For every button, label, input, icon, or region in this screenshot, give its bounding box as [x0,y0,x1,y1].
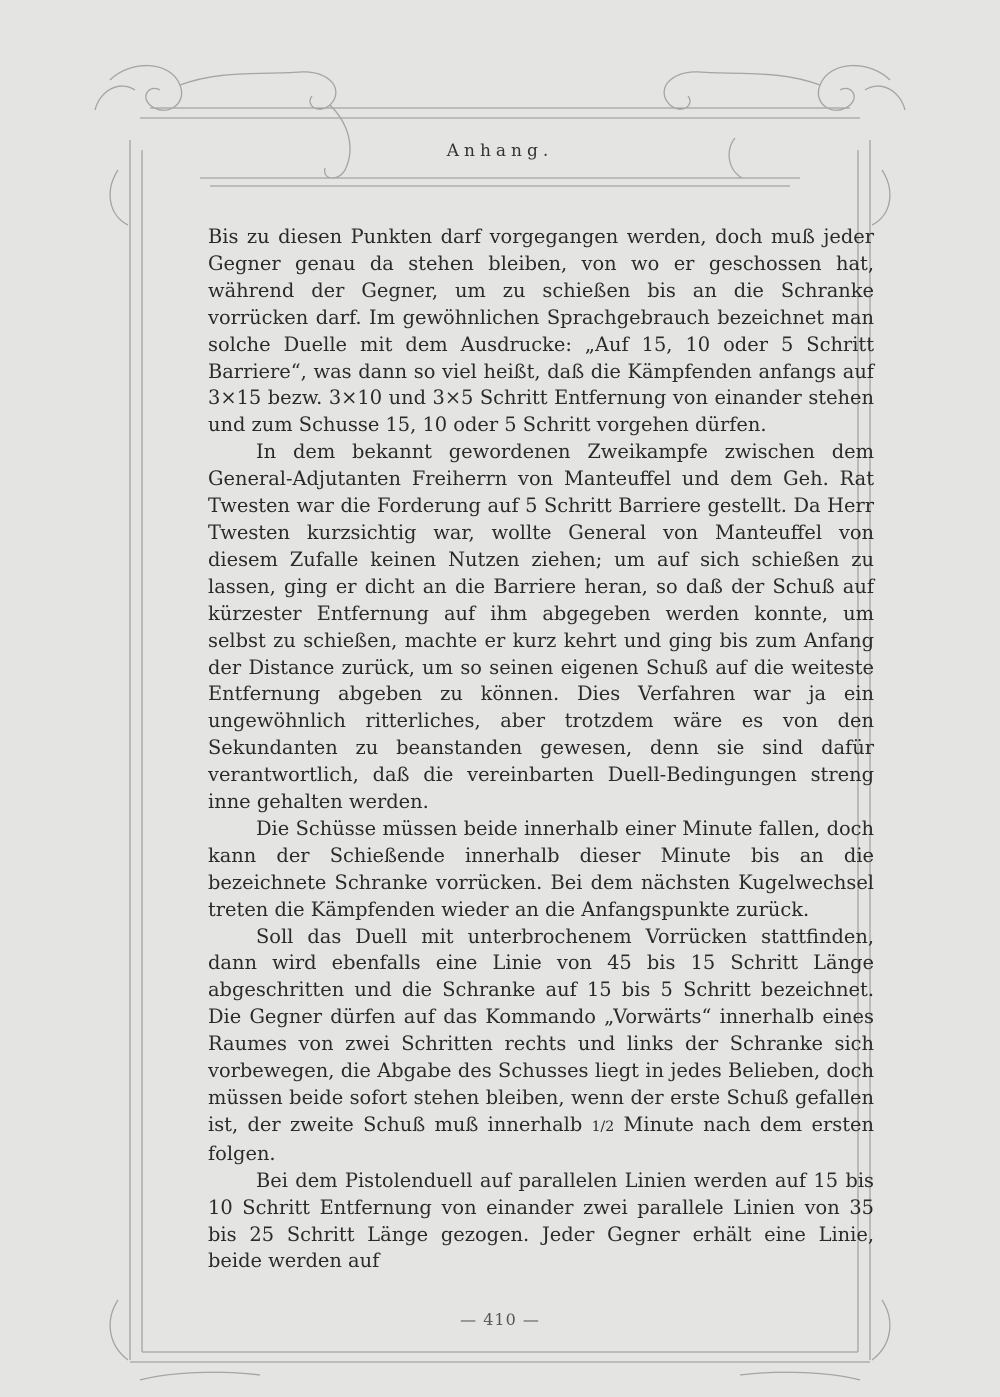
page-number: — 410 — [460,1310,540,1329]
paragraph-3: Die Schüsse müssen beide innerhalb einer Minute fallen, doch kann der Schießende innerhalb dieser Minute bis an die bezeichnete Schranke vorrücken. Bei dem nächsten Kugelwechsel treten die Kämpfenden wieder an die Anfangspunkte zurück. [208,816,874,921]
body-text [208,224,874,1275]
paragraph-2: In dem bekannt gewordenen Zweikampfe zwischen dem General-Adjutanten Freiherrn von Manteuffel und dem Geh. Rat Twesten war die Forderung auf 5 Schritt Barriere gestellt. Da Herr Twesten kurzsichtig war, wollte General von Manteuffel von diesem Zufalle keinen Nutzen ziehen; um auf sich schießen zu lassen, ging er dicht an die Barriere heran, so daß der Schuß auf kürzester Entfernung auf ihm abgegeben werden konnte, um selbst zu schießen, machte er kurz kehrt und ging bis zum Anfang der Distance zurück, um so seinen eigenen Schuß auf die weiteste Entfernung abgeben zu können. Dies Verfahren war ja ein ungewöhnlich ritterliches, aber trotzdem wäre es von den Sekundanten zu beanstanden gewesen, denn sie sind dafür verantwortlich, daß die vereinbarten Duell-Bedingungen streng inne gehalten werden. [208,440,874,814]
running-head: Anhang. [446,141,554,161]
paragraph-5: Bei dem Pistolenduell auf parallelen Linien werden auf 15 bis 10 Schritt Entfernung von einander zwei parallele Linien von 35 bis 25 Schritt Länge gezogen. Jeder Gegner erhält eine Linie, beide werden auf [208,1168,874,1273]
paragraph-4 [208,924,874,1168]
paragraph-4-text-b: Minute nach dem ersten folgen. [208,1112,874,1165]
paragraph-1: Bis zu diesen Punkten darf vorgegangen werden, doch muß jeder Gegner genau da stehen bleiben, von wo er geschossen hat, während der Gegner, um zu schießen bis an die Schranke vorrücken darf. Im gewöhnlichen Sprachgebrauch bezeichnet man solche Duelle mit dem Ausdrucke: „Auf 15, 10 oder 5 Schritt Barriere“, was dann so viel heißt, daß die Kämpfenden anfangs auf 3×15 bezw. 3×10 und 3×5 Schritt Entfernung von einander stehen und zum Schusse 15, 10 oder 5 Schritt vorgehen dürfen. [208,225,874,437]
fraction-half: 1/2 [591,1118,615,1135]
paragraph-4-text-a: Soll das Duell mit unterbrochenem Vorrücken stattfinden, dann wird ebenfalls eine Linie von 45 bis 15 Schritt Länge abgeschritten und die Schranke auf 15 bis 5 Schritt bezeichnet. Die Gegner dürfen auf das Kommando „Vorwärts“ innerhalb eines Raumes von zwei Schritten rechts und links der Schranke sich vorbewegen, die Abgabe des Schusses liegt in jedes Belieben, doch müssen beide sofort stehen bleiben, wenn der erste Schuß gefallen ist, der zweite Schuß muß innerhalb [208,924,874,1136]
